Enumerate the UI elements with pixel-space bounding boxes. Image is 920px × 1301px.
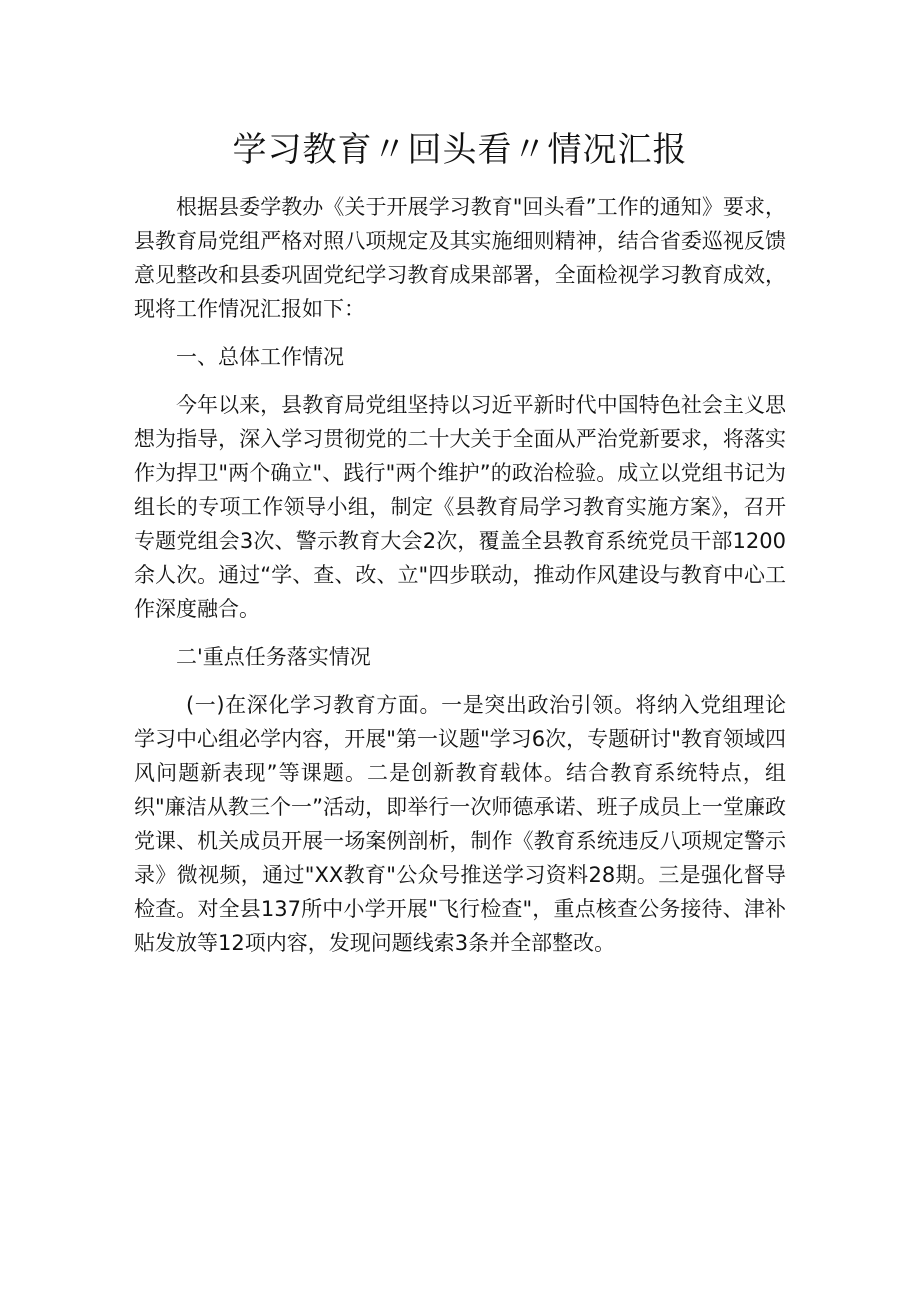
task-paragraph: (一)在深化学习教育方面。一是突出政治引领。将纳入党组理论学习中心组必学内容，开展"第一议题"学习6次，专题研讨"教育领域四风问题新表现”等课题。二是创新教育载体。结合教育系统特点，组织"廉洁从教三个一”活动，即举行一次师德承诺、班子成员上一堂廉政党课、机关成员开展一场案例剖析，制作《教育系统违反八项规定警示录》微视频，通过"XX教育"公众号推送学习资料28期。三是强化督导检查。对全县137所中小学开展"飞行检查"，重点核查公务接待、津补贴发放等12项内容，发现问题线索3条并全部整改。: [134, 693, 786, 955]
section-heading-tasks: 二'重点任务落实情况: [176, 645, 371, 669]
paragraph-spacer: [134, 626, 786, 640]
intro-paragraph: 根据县委学教办《关于开展学习教育"回头看”工作的通知》要求，县教育局党组严格对照八项规定及其实施细则精神，结合省委巡视反馈意见整改和县委巩固党纪学习教育成果部署，全面检视学习教育成效，现将工作情况汇报如下：: [134, 195, 786, 321]
section-heading-overview: 一、总体工作情况: [176, 345, 344, 369]
overview-paragraph: 今年以来，县教育局党组坚持以习近平新时代中国特色社会主义思想为指导，深入学习贯彻党的二十大关于全面从严治党新要求，将落实作为捍卫"两个确立"、践行"两个维护”的政治检验。成立以党组书记为组长的专项工作领导小组，制定《县教育局学习教育实施方案》，召开专题党组会3次、警示教育大会2次，覆盖全县教育系统党员干部1200余人次。通过“学、查、改、立"四步联动，推动作风建设与教育中心工作深度融合。: [134, 393, 786, 621]
document-body: [134, 190, 786, 960]
document-title: 学习教育〃回头看〃情况汇报: [232, 130, 688, 170]
paragraph-spacer: [134, 374, 786, 388]
paragraph-spacer: [134, 326, 786, 340]
paragraph-spacer: [134, 674, 786, 688]
